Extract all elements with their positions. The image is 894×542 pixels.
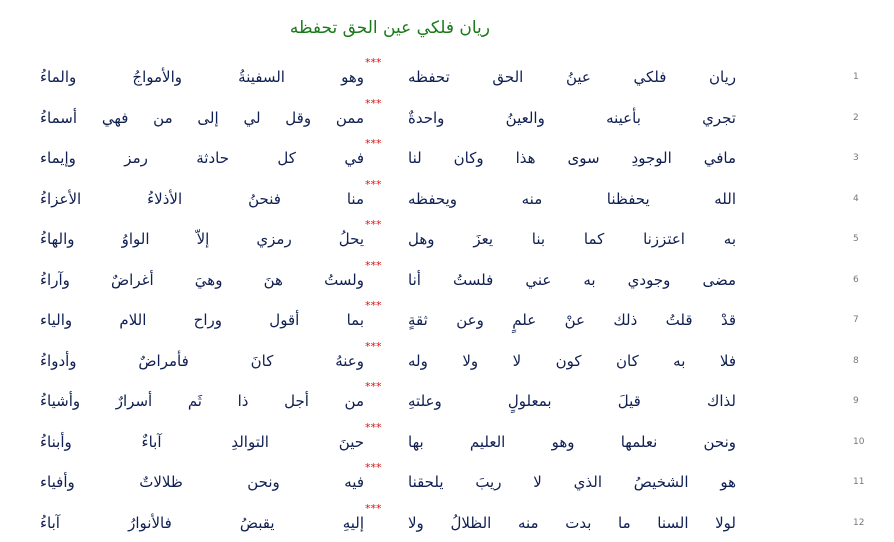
verse-row (0, 301, 894, 339)
verse-first-hemistich: مافي الوجودِ سوى هذا وكان لنا (408, 149, 736, 167)
verse-number: 7 (853, 315, 859, 325)
verse-second-hemistich: فيه ونحن ظلالاتٌ وأفياء (40, 473, 364, 491)
verse-number: 11 (853, 477, 865, 487)
verse-first-hemistich: تجري بأعينه والعينُ واحدةٌ (408, 108, 736, 127)
verse-number: 5 (853, 234, 859, 244)
verse-second-hemistich: حينَ التوالدِ آباءٌ وأبناءُ (40, 432, 364, 451)
hemistich-separator: *** (365, 501, 382, 515)
verse-number: 8 (853, 355, 859, 366)
verse-number: 3 (853, 153, 859, 163)
hemistich-separator: *** (365, 299, 382, 312)
verse-row (0, 258, 894, 299)
verse-row (0, 382, 894, 420)
verse-second-hemistich: ممن وقل لي إلى من فهي أسماءُ (40, 108, 364, 127)
hemistich-separator: *** (365, 177, 382, 191)
verse-number: 1 (853, 72, 859, 82)
verse-number: 2 (853, 112, 859, 123)
verse-number: 12 (853, 517, 865, 528)
verse-row (0, 177, 894, 218)
verse-first-hemistich: قدْ قلتُ ذلك عنْ علمٍ وعن ثقةٍ (408, 311, 736, 329)
verse-second-hemistich: في كل حادثة رمز وإيماء (40, 149, 364, 167)
verse-number: 9 (853, 396, 859, 406)
verse-first-hemistich: الله يحفظنا منه ويحفظه (408, 189, 736, 208)
hemistich-separator: *** (365, 380, 382, 393)
verse-row (0, 339, 894, 380)
verse-row (0, 139, 894, 177)
verse-first-hemistich: ونحن نعلمها وهو العليم بها (408, 432, 736, 451)
hemistich-separator: *** (365, 137, 382, 150)
hemistich-separator: *** (365, 218, 382, 231)
verse-number: 4 (853, 193, 859, 204)
verse-number: 6 (853, 274, 859, 285)
verse-row (0, 96, 894, 137)
hemistich-separator: *** (365, 56, 382, 69)
verse-second-hemistich: وعنهُ كانَ فأمراضٌ وأدواءُ (40, 351, 364, 370)
verse-row (0, 220, 894, 258)
hemistich-separator: *** (365, 420, 382, 434)
verse-first-hemistich: فلا به كان كون لا ولا وله (408, 351, 736, 370)
hemistich-separator: *** (365, 461, 382, 474)
verse-row (0, 420, 894, 461)
verse-second-hemistich: بما أقول وراح اللام والياء (40, 311, 364, 329)
verse-first-hemistich: ريان فلكي عينُ الحق تحفظه (408, 68, 736, 86)
verse-first-hemistich: به اعتززنا كما بنا يعزَ وهل (408, 230, 736, 248)
hemistich-separator: *** (365, 258, 382, 272)
verse-second-hemistich: وهو السفينةُ والأمواجُ والماءُ (40, 68, 364, 86)
verse-second-hemistich: إليهِ يقبضُ فالأنوارُ آباءُ (40, 513, 364, 532)
verse-second-hemistich: منا فنحنُ الأذلاءُ الأعزاءُ (40, 189, 364, 208)
verse-first-hemistich: لولا السنا ما بدت منه الظلالُ ولا (408, 513, 736, 532)
verse-first-hemistich: مضى وجودي به عني فلستُ أنا (408, 270, 736, 289)
verse-row (0, 501, 894, 542)
verse-first-hemistich: هو الشخيصُ الذي لا ريبَ يلحقنا (408, 473, 736, 491)
verse-row (0, 463, 894, 501)
verse-number: 10 (853, 436, 865, 447)
verse-second-hemistich: يحلُ رمزي إلاّ الواوُ والهاءُ (40, 230, 364, 248)
hemistich-separator: *** (365, 339, 382, 353)
verse-second-hemistich: ولستُ هنَ وهيَ أغراضٌ وآراءُ (40, 270, 364, 289)
verse-first-hemistich: لذاك قيلَ بمعلولٍ وعلتهِ (408, 392, 736, 410)
verse-second-hemistich: من أجل ذا ثَم أسرارٌ وأشياءُ (40, 392, 364, 410)
verse-row (0, 58, 894, 96)
poem-title: ريان فلكي عين الحق تحفظه (289, 18, 490, 38)
hemistich-separator: *** (365, 96, 382, 110)
